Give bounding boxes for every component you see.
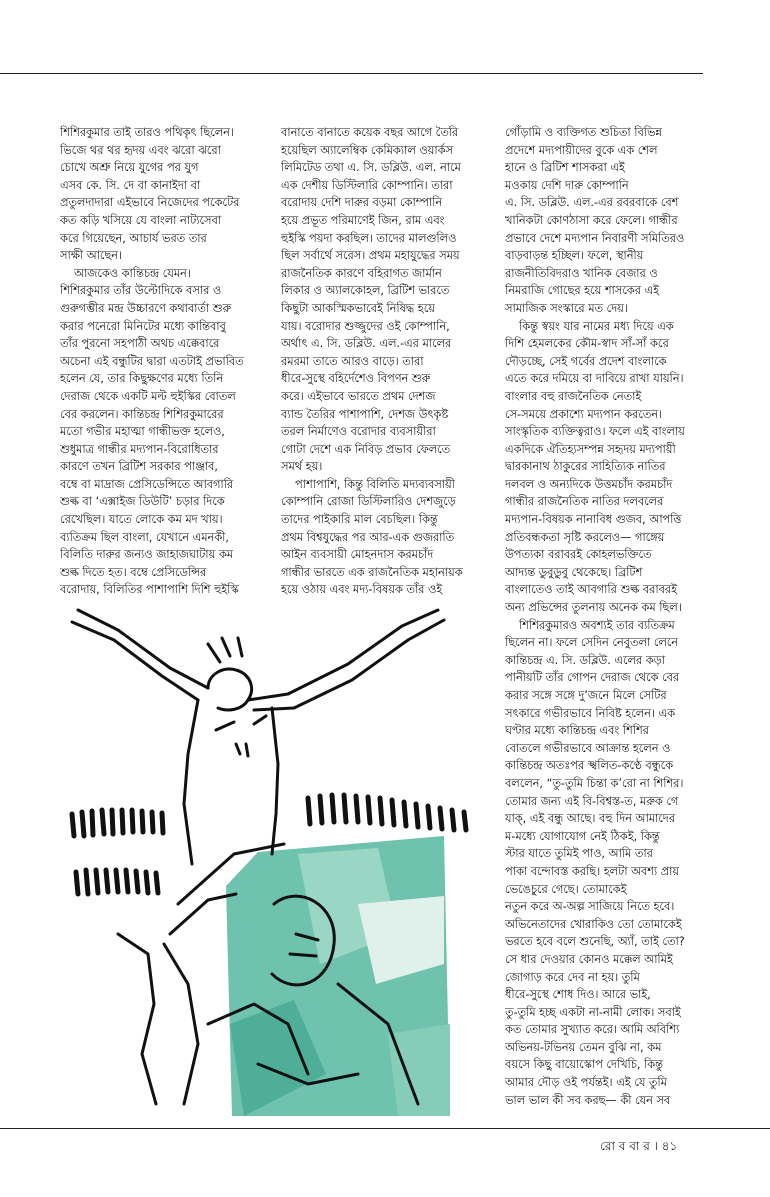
text-line: লিমিটেড তথা এ. সি. ডব্লিউ. এল. নামে bbox=[281, 161, 461, 175]
text-line: ব্যতিক্রম ছিল বাংলা, যেখানে এমনকী, bbox=[60, 530, 229, 544]
text-line: বললেন, “তু-তুমি চিন্তা ক’রো না শিশির। bbox=[505, 776, 684, 790]
text-line: দলবল ও অন্যদিকে উত্তমচাঁদ করমচাঁদ bbox=[505, 477, 673, 491]
text-line: গান্ধীর ভারতে এক রাজনৈতিক মহানায়ক bbox=[281, 565, 463, 579]
text-line: দৌড়চ্ছে, সেই গর্বের প্রদেশ বাংলাকে bbox=[505, 354, 667, 368]
text-line: করার পনেরো মিনিটের মধ্যে কান্তিবাবু bbox=[60, 319, 226, 333]
text-line: রাজনীতিবিদরাও খানিক বেজার ও bbox=[505, 266, 658, 280]
text-line: আদ্যন্ত ডুবুডুবু থেকেছে। ব্রিটিশ bbox=[505, 565, 643, 579]
text-line: শিশিরকুমার তাই তারও পথিকৃৎ ছিলেন। bbox=[60, 126, 234, 139]
text-line: অভিনেতাদের খোরাকিও তো তোমাকেই bbox=[505, 917, 682, 931]
text-line: এ. সি. ডব্লিউ. এল.-এর রবরবাকে বেশ bbox=[505, 196, 679, 210]
text-line: শুধুমাত্র গান্ধীর মদ্যপান-বিরোধিতার bbox=[60, 442, 219, 456]
text-line: রাজনৈতিক কারণে বহিরাগত জার্মান bbox=[281, 266, 442, 280]
text-line: করে। এইভাবে ভারতে প্রথম দেশজ bbox=[281, 389, 436, 403]
text-line: শিশিরকুমারও অবশ্যই তার ব্যতিক্রম bbox=[519, 618, 675, 632]
text-line: বোতলে গভীরভাবে আক্রান্ত হলেন ও bbox=[505, 741, 671, 755]
text-line: তু-তুমি হচ্ছ একটা না-নামী লোক। সবাই bbox=[505, 1005, 681, 1019]
text-line: রেখেছিল। যাতে লোকে কম মদ খায়। bbox=[60, 513, 223, 527]
text-line: হানে ও ব্রিটিশ শাসকরা এই bbox=[505, 161, 625, 175]
text-line: শিশিরকুমার তাঁর উল্টোদিকে বসার ও bbox=[60, 284, 222, 298]
text-line: করার সঙ্গে সঙ্গে দু’জনে মিলে সেটির bbox=[505, 689, 667, 702]
page-footer: রো ব বা র । ৪১ bbox=[600, 1139, 678, 1153]
text-line: কত কড়ি খসিয়ে যে বাংলা নাট্যসেবা bbox=[60, 213, 222, 227]
text-line: আমার দৌড় ওই পর্যন্তই। এই যে তুমি bbox=[505, 1076, 667, 1090]
text-line: এতে করে দমিয়ে বা দাবিয়ে রাখা যায়নি। bbox=[505, 372, 684, 386]
text-line: কারণে তখন ব্রিটিশ সরকার পাঞ্জাব, bbox=[60, 460, 218, 474]
text-line: ভিজে থর থর হৃদয় এবং ঝরো ঝরো bbox=[60, 143, 221, 157]
text-line: যায়। বরোদার শুজ্জুদের ওই কোম্পানি, bbox=[281, 319, 450, 333]
text-line: সামাজিক সংস্কারে মত দেয়। bbox=[505, 301, 628, 315]
text-line: প্রভাবে দেশে মদ্যপান নিবারণী সমিতিরও bbox=[505, 231, 685, 245]
text-line: কত তোমার সুখ্যাত করে। আমি অবিশ্যি bbox=[505, 1023, 680, 1037]
text-line: সে-সময়ে প্রকাশ্যে মদ্যপান করতেন। bbox=[505, 407, 663, 421]
text-line: পাকা বন্দোবস্ত করছি। হলটা অবশ্য প্রায় bbox=[505, 864, 680, 878]
text-line: কিছুটা আকস্মিকভাবেই নিষিদ্ধ হয়ে bbox=[281, 301, 435, 315]
text-line: তোমার জন্য এই বি-বিশ্বস্ত-ত, মরুক গে bbox=[505, 794, 679, 808]
bottom-rule bbox=[0, 1128, 770, 1129]
text-line: মতো গভীর মহাত্মা গান্ধীভক্ত হলেও, bbox=[60, 425, 225, 439]
text-line: দিশি হেমলকের কৌম-স্বাদ সাঁ-সাঁ করে bbox=[505, 337, 669, 351]
text-line: প্রতুলদাদারা এইভাবে নিজেদের পকেটের bbox=[60, 196, 240, 210]
text-line: খানিকটা কোণঠাসা করে ফেলে। গান্ধীর bbox=[505, 213, 678, 227]
text-column-3 bbox=[505, 124, 705, 1109]
text-line: করে গিয়েছেন, আচার্য ভরত তার bbox=[60, 231, 207, 245]
text-line: সে ধার দেওয়ার কোনও মক্কেল আমিই bbox=[505, 952, 673, 966]
text-line: যাক্‌, এই বন্ধু আছে। বহু দিন আমাদের bbox=[505, 812, 675, 826]
text-column-2 bbox=[281, 124, 489, 599]
text-line: নিমরাজি গোছের হয়ে শাসকের এই bbox=[505, 284, 659, 298]
text-line: বানাতে বানাতে কয়েক বছর আগে তৈরি bbox=[281, 126, 459, 139]
text-line: গুরুগম্ভীর মন্দ্র উচ্চারণে কথাবার্তা শুরু bbox=[60, 301, 232, 315]
top-rule bbox=[0, 73, 703, 74]
text-line: হুইস্কি পয়দা করছিল। তাদের মালগুলিও bbox=[281, 231, 457, 245]
teal-collage-panel bbox=[226, 836, 450, 1116]
motion-marks bbox=[208, 638, 242, 662]
text-line: কোম্পানি রোজা ডিস্টিলারিও দেশজুড়ে bbox=[281, 495, 456, 509]
text-line: একদিকে ঐতিহ্যসম্পন্ন সহৃদয় মদ্যপায়ী bbox=[505, 442, 676, 456]
text-line: হয়েছিল অ্যালেম্বিক কেমিক্যাল ওয়ার্কস bbox=[281, 143, 453, 157]
text-line: কান্তিচন্দ্র এ. সি. ডব্লিউ. এলের কড়া bbox=[505, 653, 665, 667]
text-line: পাশাপাশি, কিন্তু বিলিতি মদ্যব্যবসায়ী bbox=[295, 477, 455, 491]
text-line: ভেঙেচুরে গেছে। তোমাকেই bbox=[505, 882, 627, 896]
text-line: সাংস্কৃতিক ব্যক্তিত্বরাও। ফলে এই বাংলায় bbox=[505, 425, 685, 439]
text-line: সমর্থ হয়। bbox=[281, 460, 323, 474]
text-line: এসব কে. সি. দে বা কানাইদা বা bbox=[60, 178, 201, 192]
text-line: ভাল ভাল কী সব করছ— কী যেন সব bbox=[505, 1093, 671, 1107]
text-line: প্রদেশে মদ্যপায়ীদের বুকে এক শেল bbox=[505, 143, 658, 157]
illustration-image bbox=[58, 604, 504, 1122]
text-line: মদ্যপান-বিষয়ক নানাবিধ গুজব, আপত্তি bbox=[505, 513, 682, 527]
text-line: স্টার যাতে তুমিই পাও, আমি তার bbox=[505, 847, 653, 861]
text-line: দেরাজ থেকে একটি মল্ট হুইস্কির বোতল bbox=[60, 389, 236, 403]
text-line: বিলিতি দারুর জন্যও জাহাজঘাটায় কম bbox=[60, 548, 233, 562]
text-line: প্রথম বিশ্বযুদ্ধের পর আর-এক গুজরাতি bbox=[281, 530, 455, 544]
text-line: বয়সে কিছু বায়োস্কোপ দেখিচি, কিন্তু bbox=[505, 1058, 663, 1072]
text-line: পানীয়টি তাঁর গোপন দেরাজ থেকে বের bbox=[505, 671, 680, 685]
text-line: সাক্ষী আছেন। bbox=[60, 249, 123, 263]
text-line: কান্তিচন্দ্র অতঃপর স্খলিত-কণ্ঠে বন্ধুকে bbox=[505, 759, 674, 773]
text-line: প্রতিবন্ধকতা সৃষ্টি করলেও— গাঙ্গেয় bbox=[505, 530, 665, 544]
text-line: হলেন যে, তার কিছুক্ষণের মধ্যে তিনি bbox=[60, 372, 224, 386]
text-line: বাড়বাড়ন্ত হচ্ছিল। ফলে, স্থানীয় bbox=[505, 249, 644, 263]
text-line: মওকায় দেশি দারু কোম্পানি bbox=[505, 178, 629, 192]
text-column-1 bbox=[60, 124, 265, 599]
text-line: তাঁর পুরনো সহপাঠী অথচ এক্কেবারে bbox=[60, 337, 220, 351]
text-line: কিন্তু স্বয়ং যার নামের মধ্য দিয়ে এক bbox=[519, 319, 674, 333]
text-line: গোঁড়ামি ও ব্যক্তিগত শুচিতা বিভিন্ন bbox=[505, 126, 662, 139]
text-line: ম-মধ্যে যোগাযোগ নেই ঠিকই, কিন্তু bbox=[505, 829, 660, 843]
text-line: বাংলার বহু রাজনৈতিক নেতাই bbox=[505, 389, 642, 403]
text-line: আইন ব্যবসায়ী মোহনদাস করমচাঁদ bbox=[281, 548, 434, 562]
text-line: অভিনয়-টভিনয় তেমন বুঝি না, কম bbox=[505, 1040, 662, 1054]
text-line: সৎকারে গভীরভাবে নিবিষ্ট হলেন। এক bbox=[505, 706, 676, 720]
text-line: বরোদায় দেশি দারুর বড়মা কোম্পানি bbox=[281, 196, 443, 210]
text-line: বরোদায়, বিলিতির পাশাপাশি দিশি হুইস্কি bbox=[60, 583, 239, 597]
text-line: ব্যান্ড তৈরির পাশাপাশি, দেশজ উৎকৃষ্ট bbox=[281, 407, 449, 421]
text-line: ধীরে-সুস্থে বহির্দেশেও বিপণন শুরু bbox=[281, 372, 431, 386]
text-line: বাংলাতেও তাই আবগারি শুল্ক বরাবরই bbox=[505, 583, 678, 597]
text-line: ভরতে হবে বলে শুনেছি, অ্যাঁ, তাই তো? bbox=[505, 935, 685, 949]
text-line: হয়ে ওঠায় এবং মদ্য-বিষয়ক তাঁর ওই bbox=[281, 583, 443, 597]
text-line: ঘণ্টার মধ্যে কান্তিচন্দ্র এবং শিশির bbox=[505, 724, 649, 738]
text-line: বম্বে বা মাদ্রাজ প্রেসিডেন্সিতে আবগারি bbox=[60, 477, 234, 491]
text-line: অচেনা এই বন্ধুটির দ্বারা এতটাই প্রভাবিত bbox=[60, 354, 244, 368]
text-line: ছিল সর্বার্থে সরেস। প্রথম মহাযুদ্ধের সময় bbox=[281, 249, 460, 263]
text-line: আজকেও কান্তিচন্দ্র যেমন। bbox=[74, 266, 191, 280]
text-line: অন্য প্রভিন্সের তুলনায় অনেক কম ছিল। bbox=[505, 601, 682, 615]
text-line: শুল্ক বা ‘এক্সাইজ ডিউটি’ চড়ার দিকে bbox=[60, 495, 225, 509]
text-line: উপত্যকা বরাবরই কোহলভক্তিতে bbox=[505, 548, 652, 562]
text-line: অর্থাৎ এ. সি. ডব্লিউ. এল.-এর মালের bbox=[281, 337, 452, 351]
text-line: ধীরে-সুস্থে শোধ দিও। আরে ভাই, bbox=[505, 988, 651, 1002]
text-line: লিকার ও অ্যালকোহল, ব্রিটিশ ভারতে bbox=[281, 284, 450, 298]
text-line: জোগাড় করে দেব না হয়। তুমি bbox=[505, 970, 640, 984]
text-line: হয়ে প্রভূত পরিমাণেই জিন, রাম এবং bbox=[281, 213, 445, 227]
text-line: তাদের পাইকারি মাল বেচছিল। কিন্তু bbox=[281, 513, 438, 527]
text-line: গোটা দেশে এক নিবিড় প্রভাব ফেলতে bbox=[281, 442, 451, 456]
text-line: গান্ধীর রাজনৈতিক নাতির দলবলের bbox=[505, 495, 664, 509]
text-line: এক দেশীয় ডিস্টিলারি কোম্পানি। তারা bbox=[281, 178, 453, 192]
text-line: তরল নির্মাণেও বরোদার ব্যবসায়ীরা bbox=[281, 425, 436, 439]
text-line: শুল্ক দিতে হত। বম্বে প্রেসিডেন্সির bbox=[60, 565, 207, 579]
text-line: চোখে অশ্রু নিয়ে যুগের পর যুগ bbox=[60, 161, 199, 175]
text-line: নতুন করে অ-অল্প সাজিয়ে নিতে হবে। bbox=[505, 900, 675, 914]
text-line: ছিলেন না। ফলে সেদিন নেবুতলা লেনে bbox=[505, 636, 679, 650]
text-line: বের করলেন। কান্তিচন্দ্র শিশিরকুমারের bbox=[60, 407, 224, 421]
text-line: দ্বারকানাথ ঠাকুরের সাহিত্যিক নাতির bbox=[505, 460, 666, 474]
text-line: রমরমা তাতে আরও বাড়ে। তারা bbox=[281, 354, 424, 368]
